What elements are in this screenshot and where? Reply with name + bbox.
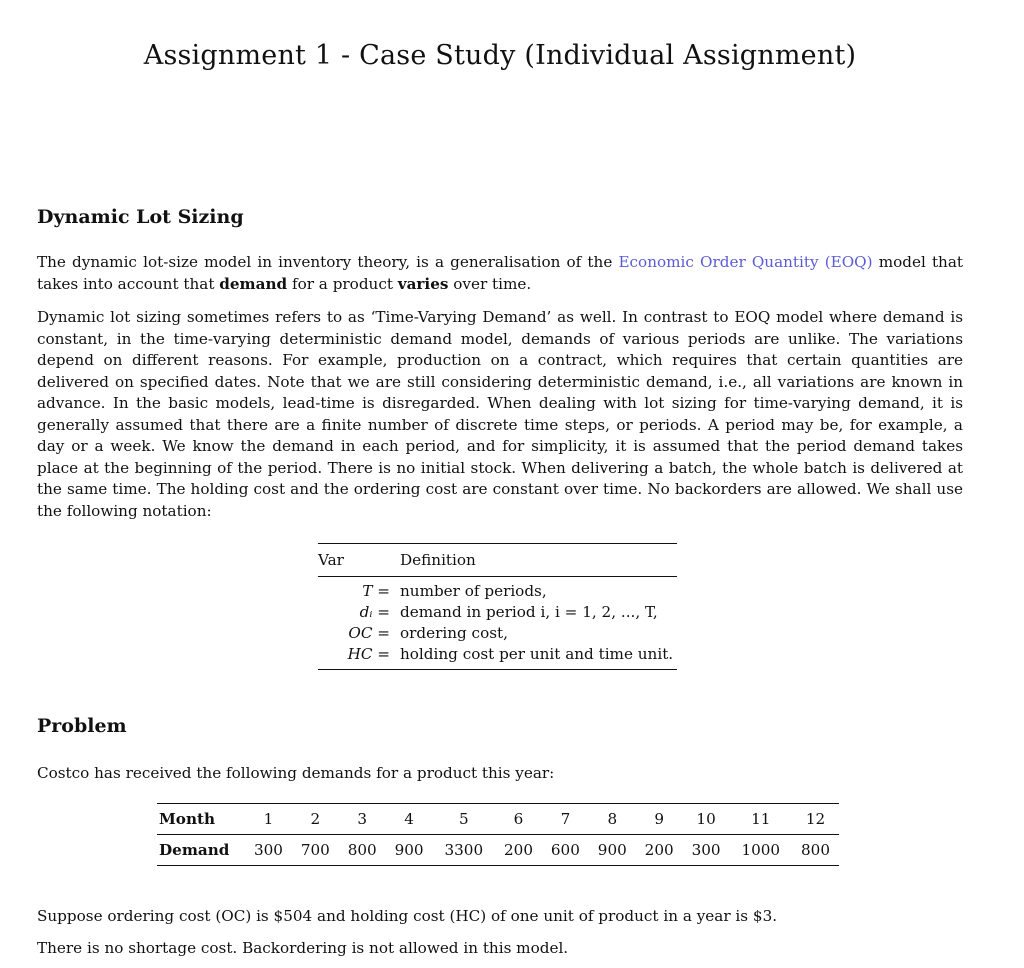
demand-cell: 200	[504, 841, 533, 859]
month-cell: 2	[310, 810, 321, 828]
month-cell: 5	[458, 810, 469, 828]
notation-header-definition: Definition	[400, 551, 476, 569]
month-cell: 1	[263, 810, 274, 828]
problem-intro: Costco has received the following demands for a product this year:	[37, 764, 555, 782]
demand-cell: 200	[644, 841, 674, 859]
demand-table	[157, 803, 839, 866]
notation-def: holding cost per unit and time unit.	[400, 645, 674, 663]
demand-row	[157, 835, 839, 866]
month-row	[157, 804, 839, 835]
notation-var: HC =	[347, 645, 390, 663]
month-cell: 3	[357, 810, 368, 828]
paragraph-intro	[37, 252, 963, 295]
notation-table	[318, 543, 677, 670]
p1-text-a: The dynamic lot-size model in inventory theory, is a generalisation of the	[37, 253, 619, 271]
demand-row-label: Demand	[159, 841, 230, 859]
p1-text-d: over time.	[448, 274, 532, 293]
demand-cell: 300	[253, 841, 283, 859]
page-title: Assignment 1 - Case Study (Individual Assignment)	[143, 40, 857, 71]
demand-cell: 3300	[444, 841, 484, 859]
problem-constraints: There is no shortage cost. Backordering is not allowed in this model.	[37, 939, 569, 957]
notation-def: demand in period i, i = 1, 2, ..., T,	[400, 603, 658, 621]
section-heading-dynamic-lot-sizing: Dynamic Lot Sizing	[37, 206, 244, 228]
demand-cell: 600	[550, 841, 580, 859]
demand-cell: 300	[691, 841, 721, 859]
notation-var: T =	[362, 582, 390, 600]
notation-row	[318, 577, 677, 603]
notation-var: OC =	[348, 624, 390, 642]
month-cell: 11	[751, 810, 771, 828]
notation-def: ordering cost,	[400, 624, 508, 642]
month-cell: 8	[607, 810, 618, 828]
demand-cell: 800	[347, 841, 377, 859]
month-cell: 6	[513, 810, 524, 828]
month-cell: 12	[805, 810, 826, 828]
notation-row	[318, 602, 677, 623]
notation-row	[318, 644, 677, 670]
notation-var: dᵢ =	[359, 603, 390, 621]
p1-bold-varies: varies	[397, 274, 449, 293]
demand-cell: 700	[300, 841, 330, 859]
demand-cell: 900	[394, 841, 424, 859]
eoq-link[interactable]: Economic Order Quantity (EOQ)	[618, 253, 873, 271]
month-cell: 7	[560, 810, 571, 828]
demand-cell: 900	[597, 841, 627, 859]
p1-bold-demand: demand	[219, 274, 288, 293]
paragraph-time-varying-demand: Dynamic lot sizing sometimes refers to as ‘Time-Varying Demand’ as well. In contrast to EOQ model where demand is constant, in the time-varying deterministic demand model, demands of various periods are unlike. The variations depend on different reasons. For example, production on a contract, which requires that certain quantities are delivered on specified dates. Note that we are still considering deterministic demand, i.e., all variations are known in advance. In the basic models, lead-time is disregarded. When dealing with lot sizing for time-varying demand, it is generally assumed that there are a finite number of discrete time steps, or periods. A period may be, for example, a day or a week. We know the demand in each period, and for simplicity, it is assumed that the period demand takes place at the beginning of the period. There is no initial stock. When delivering a batch, the whole batch is delivered at the same time. The holding cost and the ordering cost are constant over time. No backorders are allowed. We shall use the following notation:	[37, 308, 963, 520]
p1-text-c: for a product	[287, 274, 398, 293]
demand-cell: 1000	[741, 841, 781, 859]
notation-row	[318, 623, 677, 644]
month-row-label: Month	[159, 810, 216, 828]
notation-def: number of periods,	[400, 582, 547, 600]
demand-cell: 800	[801, 841, 830, 859]
section-heading-problem: Problem	[37, 715, 127, 737]
month-cell: 4	[404, 810, 414, 828]
problem-costs: Suppose ordering cost (OC) is $504 and holding cost (HC) of one unit of product in a year is $3.	[37, 907, 778, 925]
notation-header-row	[318, 544, 677, 577]
month-cell: 9	[654, 810, 665, 828]
notation-header-var: Var	[318, 551, 344, 569]
p1-text-b: model that takes into account that	[37, 253, 963, 293]
month-cell: 10	[696, 810, 716, 828]
